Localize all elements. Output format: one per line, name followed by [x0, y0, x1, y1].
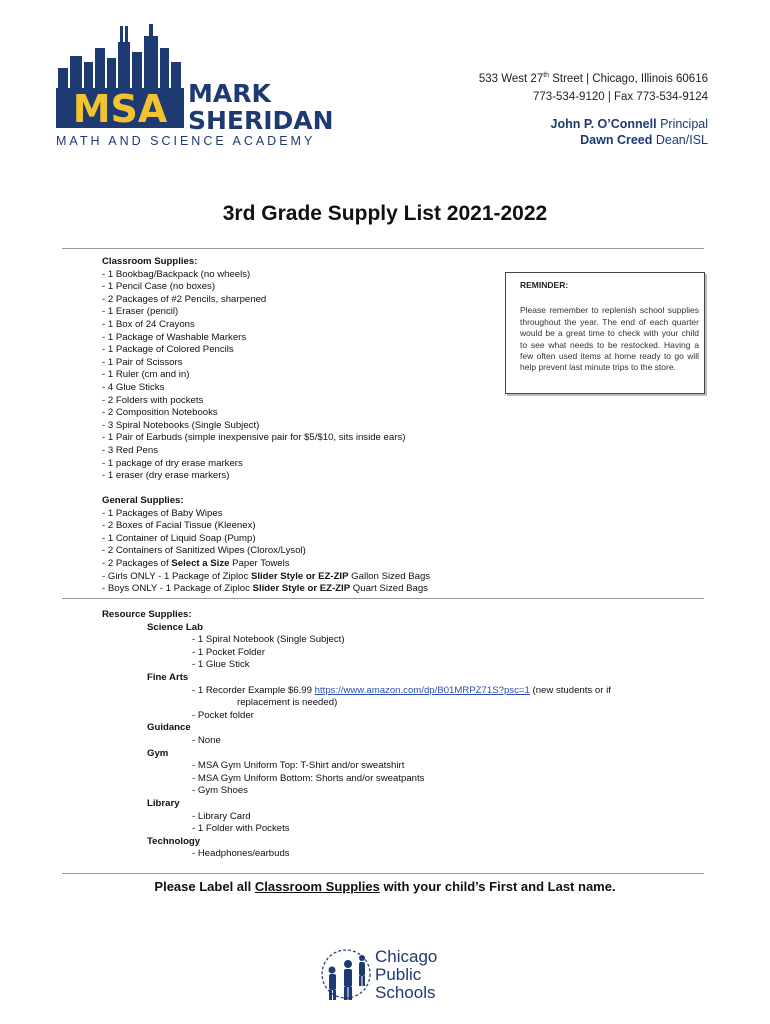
list-item: - 3 Red Pens — [102, 444, 158, 456]
list-item: - 2 Boxes of Facial Tissue (Kleenex) — [102, 520, 256, 532]
list-item: - 1 Box of 24 Crayons — [102, 318, 195, 330]
list-item: - 2 Folders with pockets — [102, 394, 204, 406]
principal-line: John P. O’Connell Principal — [550, 117, 708, 131]
list-item: - 2 Composition Notebooks — [102, 407, 218, 419]
cps-wordmark: Chicago Public Schools — [375, 947, 438, 1002]
list-item: - 1 Eraser (pencil) — [102, 306, 179, 318]
technology-label: Technology — [147, 835, 201, 847]
section-heading: Resource Supplies: — [102, 609, 192, 620]
library-label: Library — [147, 797, 180, 809]
reminder-title: REMINDER: — [520, 280, 569, 290]
general-supplies-section — [102, 495, 430, 596]
list-item: - 1 Pair of Scissors — [102, 356, 183, 368]
logo-subtitle: MATH AND SCIENCE ACADEMY — [56, 134, 316, 148]
list-item: - None — [192, 734, 221, 746]
list-item: - 1 Folder with Pockets — [192, 823, 290, 835]
guidance-label: Guidance — [147, 722, 191, 734]
list-item: - 2 Packages of #2 Pencils, sharpened — [102, 293, 267, 305]
logo-initials: MSA — [72, 87, 168, 131]
divider — [62, 598, 704, 599]
list-item: - 1 Glue Stick — [192, 659, 250, 671]
section-heading: Classroom Supplies: — [102, 256, 198, 267]
list-item: - 1 Package of Washable Markers — [102, 331, 247, 343]
recorder-link[interactable]: https://www.amazon.com/dp/B01MRPZ71S?psc=1 — [314, 684, 530, 696]
list-item: - 1 Package of Colored Pencils — [102, 344, 234, 356]
list-item: - 1 eraser (dry erase markers) — [102, 470, 230, 482]
reminder-box — [505, 272, 705, 394]
list-item: - 3 Spiral Notebooks (Single Subject) — [102, 419, 260, 431]
logo-name-line2: SHERIDAN — [188, 106, 334, 133]
logo-name-line1: MARK — [188, 79, 271, 108]
divider — [62, 248, 704, 249]
label-instruction: Please Label all Classroom Supplies with your child’s First and Last name. — [154, 879, 616, 894]
dean-line: Dawn Creed Dean/ISL — [580, 133, 708, 147]
science-lab-label: Science Lab — [147, 621, 203, 633]
list-item: - 1 Recorder Example $6.99 https://www.amazon.com/dp/B01MRPZ71S?psc=1 (new students or if — [192, 684, 611, 696]
list-item: - 1 Pocket Folder — [192, 646, 266, 658]
school-contact — [479, 67, 708, 106]
list-item: - Pocket folder — [192, 709, 254, 721]
classroom-supplies-section — [102, 256, 405, 483]
school-staff — [551, 116, 708, 148]
list-item: - 2 Packages of Select a Size Paper Towels — [102, 557, 290, 569]
list-item: - 1 Packages of Baby Wipes — [102, 507, 223, 519]
gym-label: Gym — [147, 747, 169, 759]
list-item: - Library Card — [192, 810, 251, 822]
cps-figures-icon — [318, 940, 378, 1006]
fine-arts-label: Fine Arts — [147, 671, 189, 683]
list-item: - Boys ONLY - 1 Package of Ziploc Slider Style or EZ-ZIP Quart Sized Bags — [102, 583, 428, 595]
resource-supplies-section — [102, 609, 611, 861]
school-logo — [54, 18, 334, 153]
school-address: 533 West 27th Street | Chicago, Illinois 60616 — [478, 72, 708, 85]
list-item: - Gym Shoes — [192, 785, 248, 797]
list-item: - 1 Bookbag/Backpack (no wheels) — [102, 268, 251, 280]
page-title: 3rd Grade Supply List 2021-2022 — [222, 202, 548, 225]
list-item: - 1 Container of Liquid Soap (Pump) — [102, 532, 256, 544]
list-item-continuation: replacement is needed) — [237, 697, 338, 709]
list-item: - 1 Pair of Earbuds (simple inexpensive pair for $5/$10, sits inside ears) — [102, 432, 406, 444]
list-item: - 1 Spiral Notebook (Single Subject) — [192, 634, 345, 646]
list-item: - 1 Ruler (cm and in) — [102, 369, 190, 381]
list-item: - 1 Pencil Case (no boxes) — [102, 281, 216, 293]
school-phone: 773-534-9120 | Fax 773-534-9124 — [533, 90, 708, 103]
list-item: - Headphones/earbuds — [192, 848, 290, 860]
divider — [62, 873, 704, 874]
list-item: - 2 Containers of Sanitized Wipes (Clorox/Lysol) — [102, 545, 306, 557]
list-item: - 4 Glue Sticks — [102, 381, 165, 393]
list-item: - Girls ONLY - 1 Package of Ziploc Slider Style or EZ-ZIP Gallon Sized Bags — [102, 570, 431, 582]
list-item: - MSA Gym Uniform Bottom: Shorts and/or sweatpants — [192, 772, 425, 784]
list-item: - 1 package of dry erase markers — [102, 457, 243, 469]
list-item: - MSA Gym Uniform Top: T-Shirt and/or sweatshirt — [192, 760, 405, 772]
section-heading: General Supplies: — [102, 495, 184, 506]
reminder-text: Please remember to replenish school supplies throughout the year. The end of each quarter would be a great time to check with your child to see what needs to be restocked. Having a few often used items at home ready to go will help prevent last minute trips to the store. — [520, 305, 699, 373]
